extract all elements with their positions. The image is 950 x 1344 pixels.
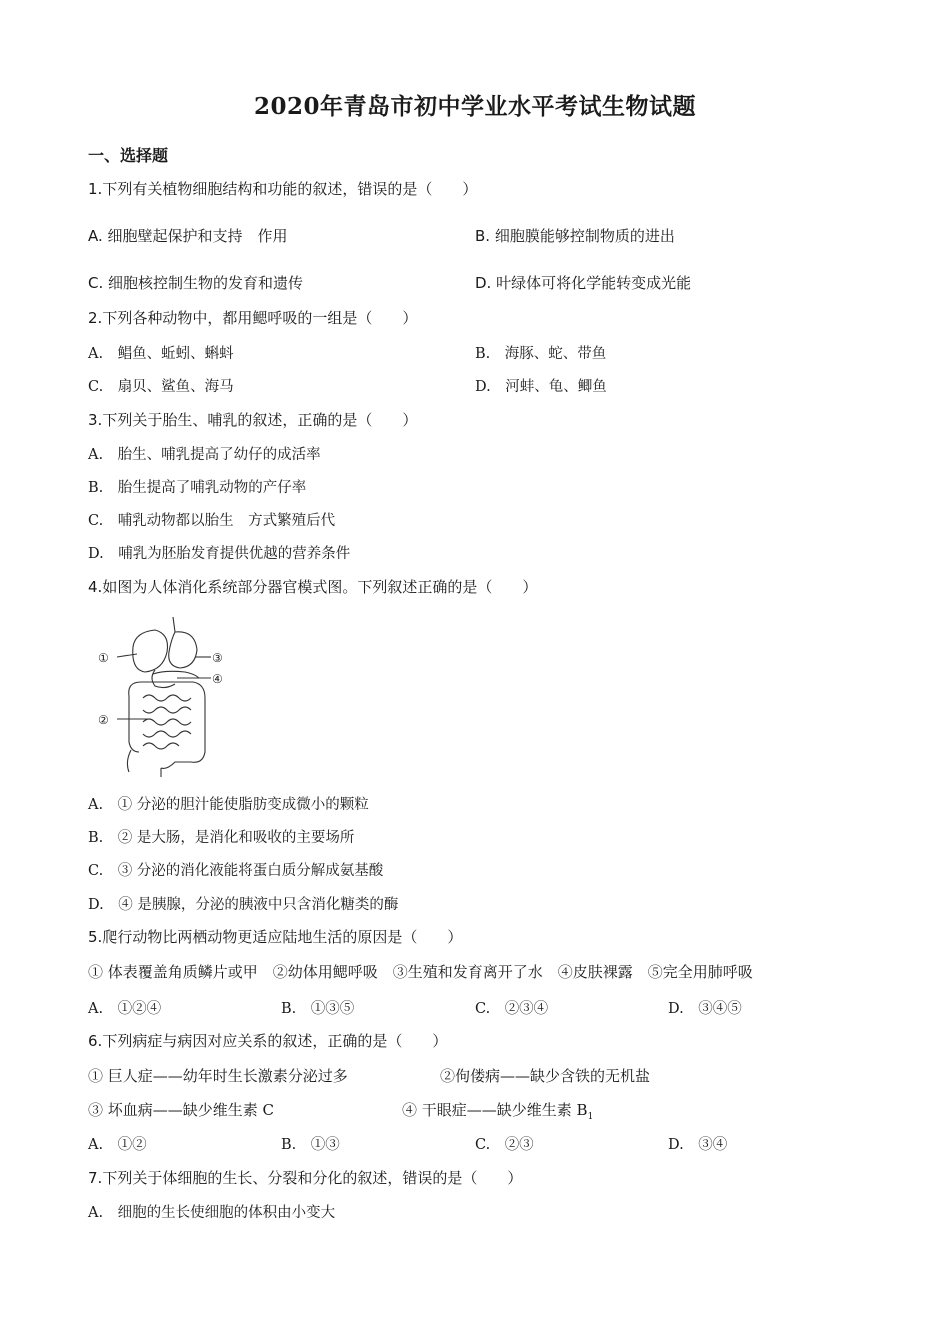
question-number: 6 [88, 1032, 98, 1050]
q6-option-d: D. ③④ [668, 1137, 728, 1153]
question-5-stem: 5.爬行动物比两栖动物更适应陆地生活的原因是（ ） [88, 928, 463, 946]
diagram-label-4: ④ [212, 672, 223, 686]
q5-statements: ① 体表覆盖角质鳞片或甲 ②幼体用鳃呼吸 ③生殖和发育离开了水 ④皮肤裸露 ⑤完全用肺呼吸 [88, 963, 753, 981]
q3-option-a: A. 胎生、哺乳提高了幼仔的成活率 [88, 447, 321, 463]
q6-option-c: C. ②③ [475, 1137, 534, 1153]
q3-option-d: D. 哺乳为胚胎发育提供优越的营养条件 [88, 546, 351, 562]
question-number: 2 [88, 309, 98, 327]
q6-option-a: A. ①② [88, 1137, 147, 1153]
q6-statement-4: ④ 干眼症——缺少维生素 $B_1$ [402, 1101, 594, 1122]
section-heading: 一、选择题 [88, 146, 169, 165]
question-number: 3 [88, 411, 98, 429]
large-intestine-shape [129, 682, 205, 768]
question-number: 1 [88, 180, 98, 198]
diagram-label-2: ② [98, 713, 109, 727]
q5-option-a: A. ①②④ [88, 1001, 162, 1017]
question-4-stem: 4.如图为人体消化系统部分器官模式图。下列叙述正确的是（ ） [88, 578, 538, 596]
page-title: 2020年青岛市初中学业水平考试生物试题 [253, 93, 696, 120]
question-3-stem: 3.下列关于胎生、哺乳的叙述，正确的是（ ） [88, 411, 418, 429]
q5-option-c: C. ②③④ [475, 1001, 549, 1017]
q3-option-b: B. 胎生提高了哺乳动物的产仔率 [88, 480, 307, 496]
stomach-shape [169, 632, 197, 668]
q2-option-c: C. 扇贝、鲨鱼、海马 [88, 379, 234, 395]
q1-option-a: A. 细胞壁起保护和支持 作用 [88, 227, 288, 245]
q5-option-d: D. ③④⑤ [668, 1001, 742, 1017]
q4-option-c: C. ③ 分泌的消化液能将蛋白质分解成氨基酸 [88, 863, 384, 879]
pancreas-shape [153, 671, 199, 678]
question-2-stem: 2.下列各种动物中，都用鳃呼吸的一组是（ ） [88, 309, 418, 327]
q1-option-b: B. 细胞膜能够控制物质的进出 [475, 227, 675, 245]
q6-statement-2: ②佝偻病——缺少含铁的无机盐 [440, 1067, 651, 1085]
duodenum-shape [152, 670, 175, 688]
liver-shape [133, 630, 168, 672]
digestive-system-diagram [95, 612, 230, 777]
colon-left-shape [129, 696, 139, 752]
q2-option-b: B. 海豚、蛇、带鱼 [475, 346, 607, 362]
appendix-shape [127, 750, 131, 772]
q6-option-b: B. ①③ [281, 1137, 340, 1153]
question-1-stem: 1.下列有关植物细胞结构和功能的叙述，错误的是（ ） [88, 180, 478, 198]
question-6-stem: 6.下列病症与病因对应关系的叙述，正确的是（ ） [88, 1032, 448, 1050]
q1-option-c: C. 细胞核控制生物的发育和遗传 [88, 274, 304, 292]
q2-option-d: D. 河蚌、龟、鲫鱼 [475, 379, 607, 395]
q7-option-a: A. 细胞的生长使细胞的体积由小变大 [88, 1205, 336, 1221]
diagram-label-3: ③ [212, 651, 223, 665]
q5-option-b: B. ①③⑤ [281, 1001, 355, 1017]
question-number: 4 [88, 578, 98, 596]
q6-statement-3: ③ 坏血病——缺少维生素 C [88, 1101, 275, 1119]
q4-option-d: D. ④ 是胰腺，分泌的胰液中只含消化糖类的酶 [88, 897, 399, 913]
q2-option-a: A. 鲳鱼、蚯蚓、蝌蚪 [88, 346, 234, 362]
q4-option-b: B. ② 是大肠，是消化和吸收的主要场所 [88, 830, 355, 846]
esophagus-shape [173, 617, 175, 632]
leader-line-1 [117, 654, 137, 657]
q1-option-d: D. 叶绿体可将化学能转变成光能 [475, 274, 692, 292]
question-7-stem: 7.下列关于体细胞的生长、分裂和分化的叙述，错误的是（ ） [88, 1169, 523, 1187]
diagram-label-1: ① [98, 651, 109, 665]
q3-option-c: C. 哺乳动物都以胎生 方式繁殖后代 [88, 513, 336, 529]
q6-statement-1: ① 巨人症——幼年时生长激素分泌过多 [88, 1067, 348, 1085]
question-number: 5 [88, 928, 98, 946]
q4-option-a: A. ① 分泌的胆汁能使脂肪变成微小的颗粒 [88, 797, 369, 813]
small-intestine-shape [143, 695, 191, 749]
question-number: 7 [88, 1169, 98, 1187]
